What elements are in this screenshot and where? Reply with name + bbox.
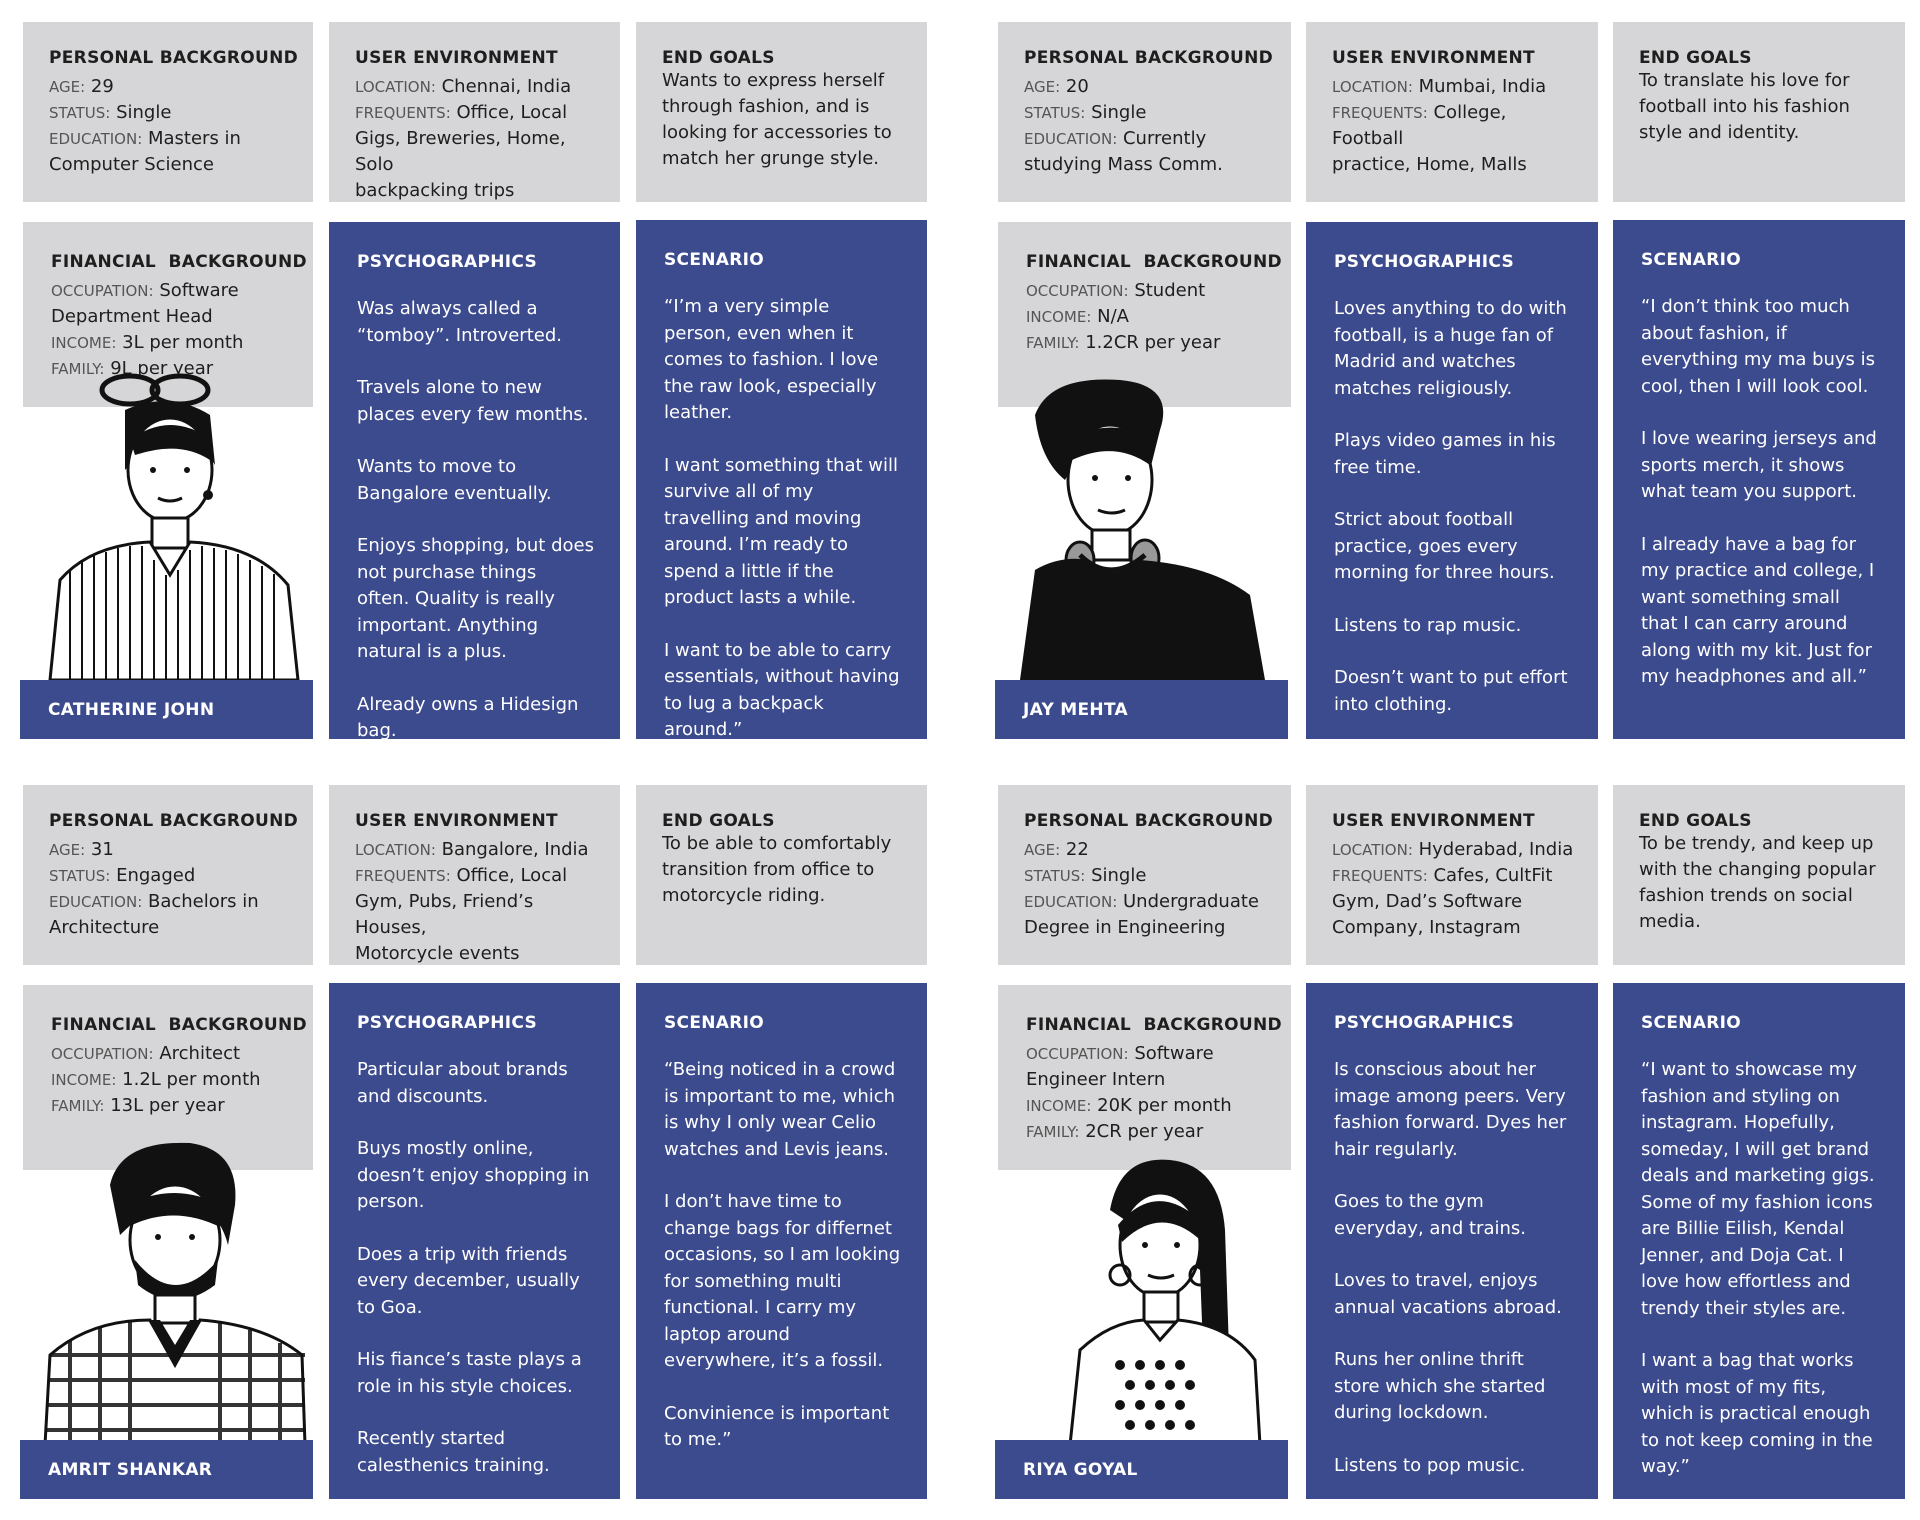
- user-environment-heading: USER ENVIRONMENT: [1332, 48, 1535, 68]
- frequents-value-cont: backpacking trips: [355, 180, 515, 201]
- end-goals-card: [1613, 785, 1905, 965]
- frequents-label: FREQUENTS:: [355, 867, 451, 885]
- status-value: Single: [1091, 865, 1147, 886]
- end-goals-line: fashion trends on social: [1639, 885, 1853, 906]
- income-label: INCOME:: [1026, 1097, 1092, 1115]
- user-environment-heading: USER ENVIRONMENT: [355, 48, 558, 68]
- portrait-illustration: [1030, 1150, 1290, 1445]
- education-value: Undergraduate: [1122, 891, 1260, 912]
- persona-name-bar: CATHERINE JOHN: [20, 680, 313, 739]
- status-value: Single: [116, 102, 172, 123]
- end-goals-line: To be trendy, and keep up: [1639, 833, 1874, 854]
- scenario-item: I want to be able to carry essentials, without having to lug a backpack around.”: [664, 639, 900, 739]
- occupation-value-cont: Engineer Intern: [1026, 1069, 1166, 1090]
- psychographics-item: His fiance’s taste plays a role in his style choices.: [357, 1349, 582, 1397]
- psychographics-item: Strict about football practice, goes every morning for three hours.: [1334, 509, 1555, 583]
- income-label: INCOME:: [51, 1071, 117, 1089]
- end-goals-line: To translate his love for: [1639, 70, 1850, 91]
- personal-background-card: [23, 22, 313, 202]
- education-value-cont: Architecture: [49, 917, 160, 938]
- location-label: LOCATION:: [355, 78, 436, 96]
- personal-background-heading: PERSONAL BACKGROUND: [49, 811, 299, 831]
- scenario-card: [1613, 983, 1905, 1499]
- occupation-value-cont: Department Head: [51, 306, 213, 327]
- location-label: LOCATION:: [1332, 78, 1413, 96]
- frequents-value-cont: Company, Instagram: [1332, 917, 1521, 938]
- financial-background-heading: FINANCIAL BACKGROUND: [51, 1015, 307, 1035]
- family-label: FAMILY:: [51, 360, 105, 378]
- frequents-value-cont: Gym, Dad’s Software: [1332, 891, 1523, 912]
- education-label: EDUCATION:: [49, 130, 143, 148]
- education-value: Masters in: [147, 128, 241, 149]
- scenario-item: Convinience is important to me.”: [664, 1402, 890, 1450]
- frequents-label: FREQUENTS:: [1332, 104, 1428, 122]
- end-goals-heading: END GOALS: [1639, 48, 1752, 68]
- portrait-illustration: [40, 1135, 310, 1445]
- scenario-card: [636, 983, 927, 1499]
- scenario-item: “I’m a very simple person, even when it comes to fashion. I love the raw look, especially leather.: [664, 296, 879, 423]
- occupation-label: OCCUPATION:: [1026, 282, 1129, 300]
- persona-name-bar: AMRIT SHANKAR: [20, 1440, 313, 1499]
- personal-background-heading: PERSONAL BACKGROUND: [1024, 811, 1274, 831]
- psychographics-item: Does a trip with friends every december, usually to Goa.: [357, 1243, 580, 1318]
- frequents-value: Office, Local: [456, 102, 568, 123]
- frequents-label: FREQUENTS:: [1332, 867, 1428, 885]
- status-label: STATUS:: [49, 867, 111, 885]
- age-label: AGE:: [1024, 78, 1061, 96]
- personal-background-card: [998, 785, 1291, 965]
- education-label: EDUCATION:: [49, 893, 143, 911]
- age-value: 31: [90, 839, 114, 860]
- end-goals-line: looking for accessories to: [662, 122, 892, 143]
- scenario-heading: SCENARIO: [1641, 250, 1741, 270]
- status-value: Engaged: [116, 865, 196, 886]
- psychographics-item: Plays video games in his free time.: [1334, 430, 1556, 478]
- income-value: 1.2L per month: [122, 1069, 261, 1090]
- scenario-item: I want a bag that works with most of my fits, which is practical enough to not keep coming in the way.”: [1641, 1350, 1873, 1477]
- frequents-value-cont: Gym, Pubs, Friend’s Houses,: [355, 891, 534, 938]
- frequents-label: FREQUENTS:: [355, 104, 451, 122]
- age-value: 22: [1065, 839, 1089, 860]
- occupation-value: Software: [159, 280, 239, 301]
- income-value: 3L per month: [122, 332, 244, 353]
- psychographics-item: Recently started calesthenics training.: [357, 1428, 550, 1476]
- psychographics-item: Wants to move to Bangalore eventually.: [357, 456, 552, 504]
- end-goals-line: Wants to express herself: [662, 70, 885, 91]
- psychographics-card: [1306, 983, 1598, 1499]
- frequents-value: College, Football: [1332, 102, 1507, 149]
- scenario-item: I want something that will survive all of my travelling and moving around. I’m ready to spend a little if the product lasts a while.: [664, 454, 898, 608]
- income-value: 20K per month: [1097, 1095, 1232, 1116]
- income-label: INCOME:: [1026, 308, 1092, 326]
- age-label: AGE:: [49, 841, 86, 859]
- education-value-cont: studying Mass Comm.: [1024, 154, 1223, 175]
- scenario-card: [636, 220, 927, 739]
- psychographics-card: [329, 222, 620, 739]
- education-value: Bachelors in: [147, 891, 259, 912]
- status-label: STATUS:: [49, 104, 111, 122]
- status-label: STATUS:: [1024, 104, 1086, 122]
- end-goals-card: [1613, 22, 1905, 202]
- scenario-item: I love wearing jerseys and sports merch, it shows what team you support.: [1641, 428, 1877, 502]
- psychographics-heading: PSYCHOGRAPHICS: [357, 1013, 538, 1033]
- end-goals-line: motorcycle riding.: [662, 885, 826, 906]
- end-goals-line: style and identity.: [1639, 122, 1800, 143]
- family-value: 13L per year: [110, 1095, 225, 1116]
- portrait-illustration: [30, 370, 310, 680]
- age-label: AGE:: [49, 78, 86, 96]
- income-label: INCOME:: [51, 334, 117, 352]
- family-label: FAMILY:: [51, 1097, 105, 1115]
- location-value: Chennai, India: [441, 76, 572, 97]
- scenario-heading: SCENARIO: [664, 250, 764, 270]
- personal-background-card: [23, 785, 313, 965]
- family-value: 9L per year: [110, 358, 214, 379]
- psychographics-item: Loves to travel, enjoys annual vacations abroad.: [1334, 1270, 1562, 1318]
- scenario-item: “I want to showcase my fashion and styling on instagram. Hopefully, someday, I will get brand deals and marketing gigs. Some of my fashion icons are Billie Eilish, Kendal Jenner, and Doja Cat. I love how effortless and trendy their styles are.: [1641, 1059, 1875, 1319]
- psychographics-item: Enjoys shopping, but does not purchase things often. Quality is really important. Anything natural is a plus.: [357, 535, 594, 662]
- psychographics-item: Buys mostly online, doesn’t enjoy shopping in person.: [357, 1138, 590, 1212]
- frequents-value-cont: Motorcycle events: [355, 943, 520, 964]
- psychographics-item: Listens to rap music.: [1334, 614, 1522, 636]
- end-goals-heading: END GOALS: [662, 48, 775, 68]
- end-goals-line: match her grunge style.: [662, 148, 880, 169]
- scenario-item: “I don’t think too much about fashion, if everything my ma buys is cool, then I will look cool.: [1641, 296, 1876, 397]
- location-label: LOCATION:: [1332, 841, 1413, 859]
- psychographics-card: [1306, 222, 1598, 739]
- psychographics-item: Goes to the gym everyday, and trains.: [1334, 1191, 1526, 1239]
- location-value: Bangalore, India: [441, 839, 589, 860]
- end-goals-line: media.: [1639, 911, 1701, 932]
- psychographics-item: Doesn’t want to put effort into clothing.: [1334, 667, 1568, 715]
- family-value: 1.2CR per year: [1085, 332, 1221, 353]
- end-goals-heading: END GOALS: [662, 811, 775, 831]
- income-value: N/A: [1097, 306, 1129, 327]
- education-value-cont: Degree in Engineering: [1024, 917, 1226, 938]
- psychographics-heading: PSYCHOGRAPHICS: [1334, 252, 1515, 272]
- psychographics-item: Loves anything to do with football, is a huge fan of Madrid and watches matches religiously.: [1334, 298, 1567, 399]
- financial-background-card: [998, 985, 1291, 1170]
- persona-name-bar: RIYA GOYAL: [995, 1440, 1288, 1499]
- end-goals-line: through fashion, and is: [662, 96, 870, 117]
- user-environment-heading: USER ENVIRONMENT: [355, 811, 558, 831]
- occupation-value: Software: [1134, 1043, 1214, 1064]
- occupation-value: Student: [1134, 280, 1206, 301]
- user-environment-card: [329, 22, 620, 202]
- location-label: LOCATION:: [355, 841, 436, 859]
- occupation-label: OCCUPATION:: [51, 282, 154, 300]
- psychographics-item: Is conscious about her image among peers. Very fashion forward. Dyes her hair regularly.: [1334, 1059, 1567, 1160]
- persona-name-bar: JAY MEHTA: [995, 680, 1288, 739]
- psychographics-card: [329, 983, 620, 1499]
- scenario-item: “Being noticed in a crowd is important to me, which is why I only wear Celio watches and Levis jeans.: [664, 1059, 896, 1160]
- personal-background-card: [998, 22, 1291, 202]
- frequents-value: Cafes, CultFit: [1433, 865, 1553, 886]
- education-label: EDUCATION:: [1024, 893, 1118, 911]
- end-goals-heading: END GOALS: [1639, 811, 1752, 831]
- financial-background-heading: FINANCIAL BACKGROUND: [1026, 252, 1282, 272]
- end-goals-line: transition from office to: [662, 859, 875, 880]
- psychographics-heading: PSYCHOGRAPHICS: [357, 252, 538, 272]
- psychographics-item: Listens to pop music.: [1334, 1454, 1526, 1476]
- occupation-label: OCCUPATION:: [51, 1045, 154, 1063]
- psychographics-heading: PSYCHOGRAPHICS: [1334, 1013, 1515, 1033]
- age-value: 29: [90, 76, 114, 97]
- psychographics-item: Runs her online thrift store which she started during lockdown.: [1334, 1349, 1546, 1423]
- frequents-value-cont: Gigs, Breweries, Home, Solo: [355, 128, 566, 175]
- occupation-label: OCCUPATION:: [1026, 1045, 1129, 1063]
- education-value: Currently: [1122, 128, 1207, 149]
- location-value: Hyderabad, India: [1418, 839, 1574, 860]
- end-goals-line: football into his fashion: [1639, 96, 1850, 117]
- end-goals-line: with the changing popular: [1639, 859, 1876, 880]
- education-value-cont: Computer Science: [49, 154, 214, 175]
- user-environment-heading: USER ENVIRONMENT: [1332, 811, 1535, 831]
- scenario-card: [1613, 220, 1905, 739]
- frequents-value-cont: practice, Home, Malls: [1332, 154, 1527, 175]
- family-label: FAMILY:: [1026, 334, 1080, 352]
- end-goals-card: [636, 22, 927, 202]
- personal-background-heading: PERSONAL BACKGROUND: [49, 48, 299, 68]
- status-label: STATUS:: [1024, 867, 1086, 885]
- scenario-heading: SCENARIO: [1641, 1013, 1741, 1033]
- psychographics-item: Travels alone to new places every few months.: [357, 377, 589, 425]
- scenario-item: I already have a bag for my practice and college, I want something small that I can carry around along with my kit. Just for my headphones and all.”: [1641, 533, 1875, 687]
- personal-background-heading: PERSONAL BACKGROUND: [1024, 48, 1274, 68]
- age-label: AGE:: [1024, 841, 1061, 859]
- frequents-value: Office, Local: [456, 865, 568, 886]
- user-environment-card: [329, 785, 620, 965]
- user-environment-card: [1306, 785, 1598, 965]
- scenario-heading: SCENARIO: [664, 1013, 764, 1033]
- occupation-value: Architect: [159, 1043, 241, 1064]
- end-goals-line: To be able to comfortably: [662, 833, 892, 854]
- age-value: 20: [1065, 76, 1089, 97]
- psychographics-item: Particular about brands and discounts.: [357, 1059, 568, 1107]
- scenario-item: I don’t have time to change bags for differnet occasions, so I am looking for something multi functional. I carry my laptop around everywhere, it’s a fossil.: [664, 1191, 901, 1371]
- end-goals-card: [636, 785, 927, 965]
- education-label: EDUCATION:: [1024, 130, 1118, 148]
- psychographics-item: Already owns a Hidesign bag.: [357, 693, 579, 739]
- portrait-illustration: [1010, 370, 1290, 680]
- status-value: Single: [1091, 102, 1147, 123]
- financial-background-heading: FINANCIAL BACKGROUND: [1026, 1015, 1282, 1035]
- location-value: Mumbai, India: [1418, 76, 1547, 97]
- financial-background-heading: FINANCIAL BACKGROUND: [51, 252, 307, 272]
- family-label: FAMILY:: [1026, 1123, 1080, 1141]
- psychographics-item: Was always called a “tomboy”. Introverted.: [357, 298, 562, 346]
- family-value: 2CR per year: [1085, 1121, 1204, 1142]
- user-environment-card: [1306, 22, 1598, 202]
